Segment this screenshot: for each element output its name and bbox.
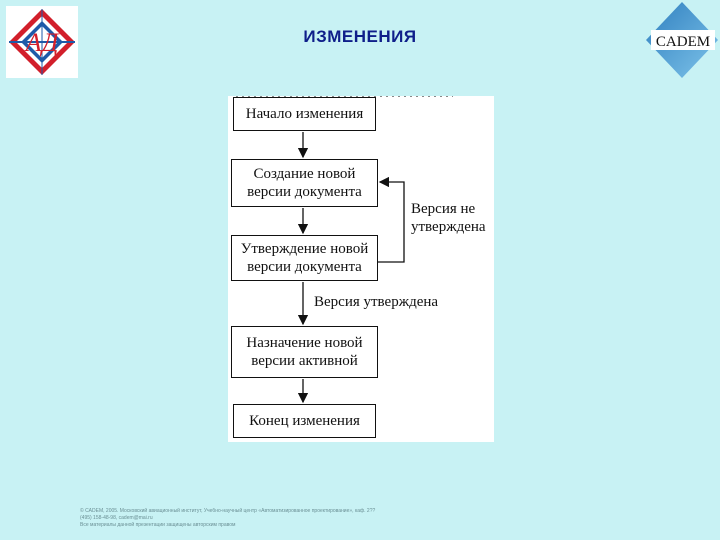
- node-assign-active: Назначение новой версии активной: [231, 326, 378, 378]
- node-approve-version: Утверждение новой версии документа: [231, 235, 378, 281]
- page-title: ИЗМЕНЕНИЯ: [303, 27, 417, 46]
- flowchart: [228, 96, 494, 442]
- node-end: Конец изменения: [233, 404, 376, 438]
- arrow-approve-to-create-loop: [376, 182, 404, 262]
- node-start: Начало изменения: [233, 97, 376, 131]
- svg-text:CADEM: CADEM: [655, 34, 711, 50]
- cadem-logo: [640, 0, 720, 80]
- footer-line-2: (495) 158-48-98, cadem@mai.ru: [80, 515, 153, 521]
- footer-line-3: Все материалы данной презентации защищены авторским правом: [80, 522, 236, 528]
- label-approved: Версия утверждена: [314, 294, 439, 310]
- footer-line-1: © CADEM, 2005. Московский авиационный институт, Учебно-научный центр «Автоматизированное проектирование», каф. 2??: [80, 508, 376, 514]
- cadem-diamond-icon: [640, 0, 720, 80]
- footer-copyright: [80, 508, 680, 529]
- svg-text:АД: АД: [25, 28, 59, 57]
- label-not-approved: Версия не утверждена: [411, 201, 486, 235]
- node-create-version: Создание новой версии документа: [231, 159, 378, 207]
